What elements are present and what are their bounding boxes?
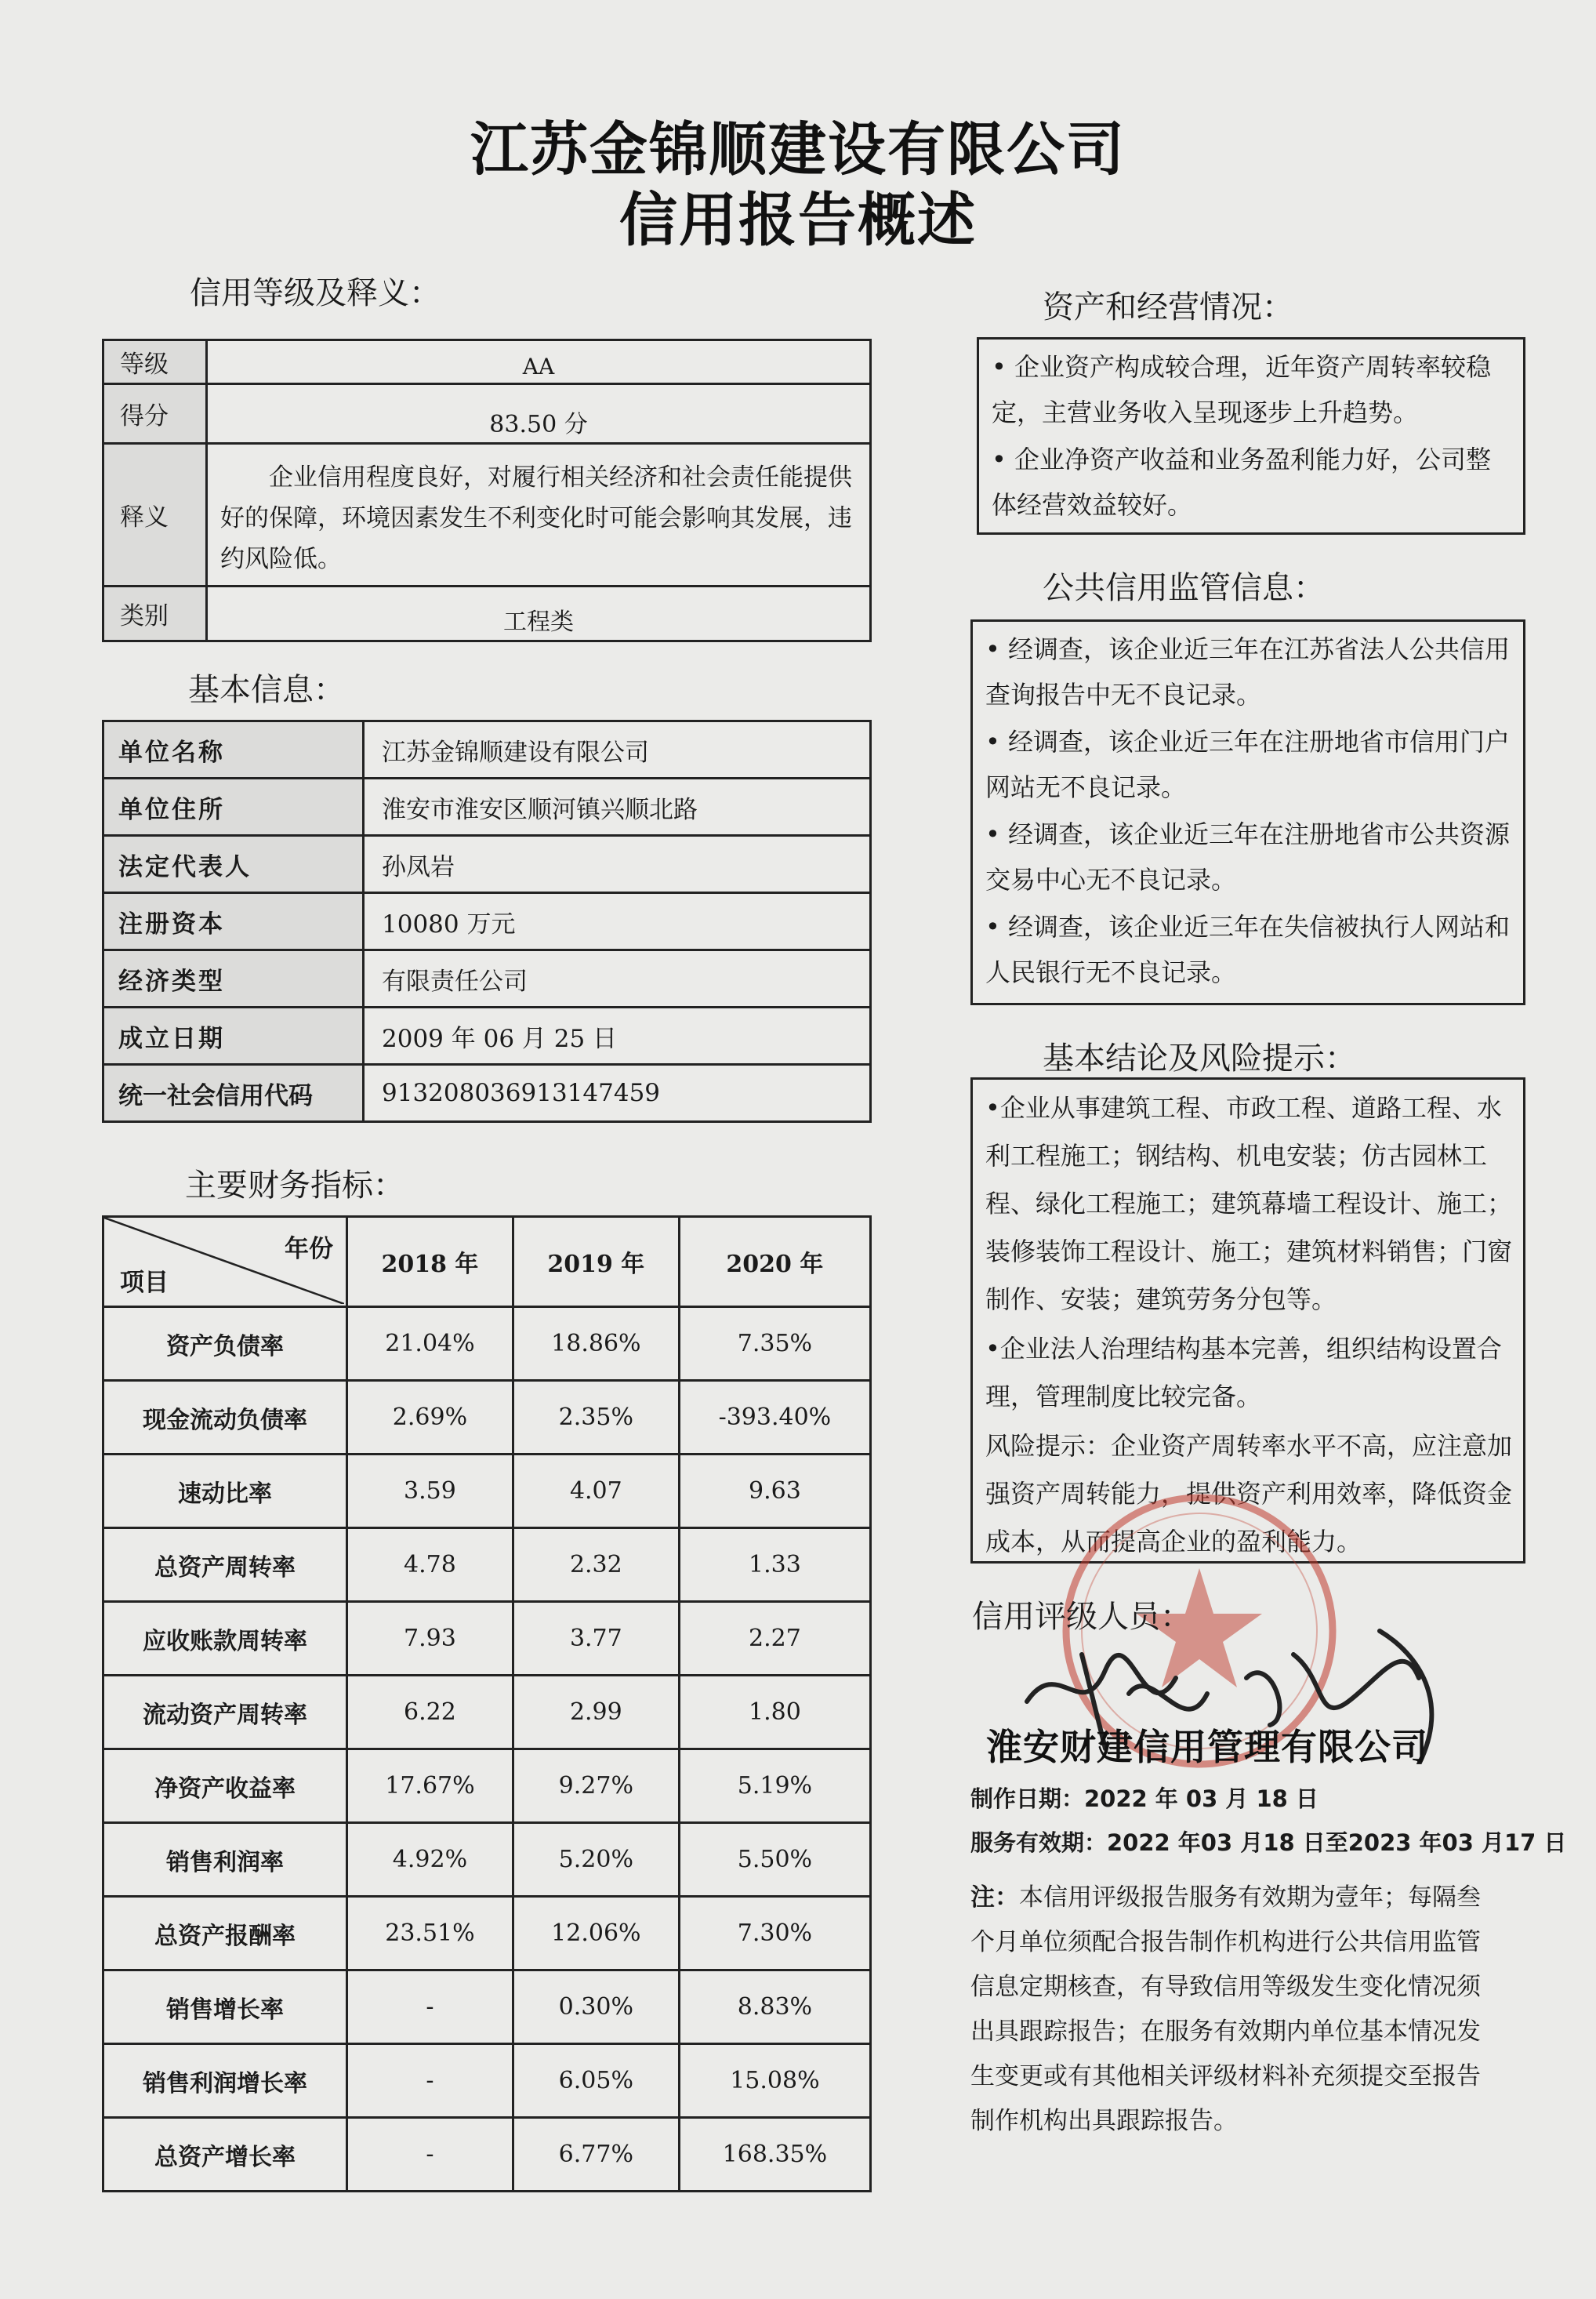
finance-cell: 6.77%: [513, 2118, 679, 2192]
finance-row: [103, 1970, 871, 2044]
finance-row: [103, 1897, 871, 1970]
finance-item: 速动比率: [103, 1455, 347, 1528]
finance-cell: 9.63: [679, 1455, 870, 1528]
public-credit-box: [970, 619, 1525, 1005]
finance-cell: 2.27: [679, 1602, 870, 1676]
finance-cell: 1.33: [679, 1528, 870, 1602]
footnote-text: 本信用评级报告服务有效期为壹年；每隔叁个月单位须配合报告制作机构进行公共信用监管信息定期核查，有导致信用等级发生变化情况须出具跟踪报告；在服务有效期内单位基本情况发生变更或有其他相关评级材料补充须提交至报告制作机构出具跟踪报告。: [970, 1883, 1481, 2135]
finance-header-row: [103, 1217, 871, 1307]
basic-key: 统一社会信用代码: [103, 1065, 364, 1122]
basic-key: 单位名称: [103, 721, 364, 779]
basic-key: 单位住所: [103, 779, 364, 836]
finance-cell: 1.80: [679, 1676, 870, 1749]
public-item: • 经调查，该企业近三年在江苏省法人公共信用查询报告中无不良记录。: [985, 634, 1511, 710]
finance-cell: 2.69%: [347, 1381, 513, 1455]
finance-item: 销售利润率: [103, 1823, 347, 1897]
rating-key: 释义: [103, 444, 207, 587]
finance-cell: 18.86%: [513, 1307, 679, 1381]
rating-grade-value: AA: [207, 340, 871, 384]
assets-box: [977, 337, 1525, 535]
year-header: 2019 年: [513, 1217, 679, 1307]
finance-item: 现金流动负债率: [103, 1381, 347, 1455]
basic-key: 注册资本: [103, 893, 364, 950]
finance-corner-cell: [103, 1217, 347, 1307]
assets-item: • 企业净资产收益和业务盈利能力好，公司整体经营效益较好。: [992, 445, 1492, 520]
corner-year-label: 年份: [285, 1235, 333, 1263]
finance-cell: 2.32: [513, 1528, 679, 1602]
basic-info-table: [102, 720, 872, 1123]
basic-value: 2009 年 06 月 25 日: [364, 1008, 871, 1065]
finance-item: 销售增长率: [103, 1970, 347, 2044]
rating-key: 等级: [103, 340, 207, 384]
finance-cell: 7.30%: [679, 1897, 870, 1970]
finance-heading: 主要财务指标：: [185, 1168, 404, 1204]
footnote-label: 注：: [970, 1883, 1019, 1912]
finance-cell: 17.67%: [347, 1749, 513, 1823]
rating-key: 得分: [103, 384, 207, 444]
finance-row: [103, 2118, 871, 2192]
finance-cell: 7.35%: [679, 1307, 870, 1381]
basic-row: [103, 1008, 871, 1065]
finance-row: [103, 1676, 871, 1749]
basic-value: 江苏金锦顺建设有限公司: [364, 721, 871, 779]
finance-cell: 21.04%: [347, 1307, 513, 1381]
rating-row-definition: [103, 444, 871, 587]
basic-key: 法定代表人: [103, 836, 364, 893]
public-item: • 经调查，该企业近三年在注册地省市公共资源交易中心无不良记录。: [985, 819, 1511, 895]
finance-cell: 15.08%: [679, 2044, 870, 2118]
finance-cell: 4.92%: [347, 1823, 513, 1897]
rating-row-score: [103, 384, 871, 444]
rating-table: [102, 339, 872, 642]
conclusion-item: •企业从事建筑工程、市政工程、道路工程、水利工程施工；钢结构、机电安装；仿古园林工程、绿化工程施工；建筑幕墙工程设计、施工；装修装饰工程设计、施工；建筑材料销售；门窗制作、安装；建筑劳务分包等。: [985, 1093, 1513, 1314]
rating-row-grade: [103, 340, 871, 384]
public-heading: 公共信用监管信息：: [1043, 570, 1325, 606]
year-header: 2020 年: [679, 1217, 870, 1307]
public-item: • 经调查，该企业近三年在失信被执行人网站和人民银行无不良记录。: [985, 912, 1511, 987]
finance-item: 总资产报酬率: [103, 1897, 347, 1970]
finance-item: 销售利润增长率: [103, 2044, 347, 2118]
rating-row-category: [103, 587, 871, 641]
basic-row: [103, 721, 871, 779]
finance-cell: 5.50%: [679, 1823, 870, 1897]
finance-row: [103, 1823, 871, 1897]
public-item: • 经调查，该企业近三年在注册地省市信用门户网站无不良记录。: [985, 727, 1511, 802]
finance-cell: -: [347, 2118, 513, 2192]
finance-cell: 23.51%: [347, 1897, 513, 1970]
finance-cell: 168.35%: [679, 2118, 870, 2192]
finance-cell: 3.59: [347, 1455, 513, 1528]
finance-cell: 9.27%: [513, 1749, 679, 1823]
basic-value: 淮安市淮安区顺河镇兴顺北路: [364, 779, 871, 836]
basic-row: [103, 893, 871, 950]
basic-key: 经济类型: [103, 950, 364, 1008]
issuer-organization: 淮安财建信用管理有限公司: [986, 1726, 1428, 1768]
basic-key: 成立日期: [103, 1008, 364, 1065]
finance-row: [103, 1307, 871, 1381]
finance-cell: 2.99: [513, 1676, 679, 1749]
finance-row: [103, 1528, 871, 1602]
finance-cell: 4.78: [347, 1528, 513, 1602]
finance-cell: 4.07: [513, 1455, 679, 1528]
basic-row: [103, 950, 871, 1008]
finance-cell: -: [347, 1970, 513, 2044]
basic-row: [103, 836, 871, 893]
basic-row: [103, 1065, 871, 1122]
finance-item: 流动资产周转率: [103, 1676, 347, 1749]
basic-value: 10080 万元: [364, 893, 871, 950]
basic-value: 有限责任公司: [364, 950, 871, 1008]
finance-item: 资产负债率: [103, 1307, 347, 1381]
report-title: 信用报告概述: [619, 187, 977, 254]
valid-period: 服务有效期：2022 年03 月18 日至2023 年03 月17 日: [970, 1829, 1567, 1856]
finance-cell: 2.35%: [513, 1381, 679, 1455]
rating-heading: 信用等级及释义：: [190, 275, 441, 311]
basic-value: 913208036913147459: [364, 1065, 871, 1122]
finance-cell: 5.20%: [513, 1823, 679, 1897]
finance-cell: 8.83%: [679, 1970, 870, 2044]
basic-value: 孙凤岩: [364, 836, 871, 893]
finance-cell: 5.19%: [679, 1749, 870, 1823]
finance-cell: 7.93: [347, 1602, 513, 1676]
rater-label: 信用评级人员：: [972, 1599, 1192, 1635]
finance-cell: 12.06%: [513, 1897, 679, 1970]
assets-item: • 企业资产构成较合理，近年资产周转率较稳定，主营业务收入呈现逐步上升趋势。: [992, 352, 1492, 427]
finance-cell: 6.22: [347, 1676, 513, 1749]
year-header: 2018 年: [347, 1217, 513, 1307]
assets-heading: 资产和经营情况：: [1043, 289, 1293, 325]
finance-item: 净资产收益率: [103, 1749, 347, 1823]
rating-definition-value: 企业信用程度良好，对履行相关经济和社会责任能提供好的保障，环境因素发生不利变化时可能会影响其发展，违约风险低。: [207, 444, 871, 587]
conclusion-heading: 基本结论及风险提示：: [1043, 1041, 1356, 1077]
basic-row: [103, 779, 871, 836]
finance-cell: -393.40%: [679, 1381, 870, 1455]
finance-item: 总资产增长率: [103, 2118, 347, 2192]
basic-heading: 基本信息：: [188, 672, 345, 708]
finance-row: [103, 1381, 871, 1455]
finance-row: [103, 2044, 871, 2118]
finance-cell: -: [347, 2044, 513, 2118]
corner-item-label: 项目: [120, 1269, 169, 1297]
footnote: [970, 1876, 1488, 2144]
finance-cell: 0.30%: [513, 1970, 679, 2044]
finance-cell: 3.77: [513, 1602, 679, 1676]
made-date: 制作日期：2022 年 03 月 18 日: [970, 1785, 1319, 1812]
conclusion-item: •企业法人治理结构基本完善，组织结构设置合理，管理制度比较完备。: [985, 1334, 1502, 1411]
finance-item: 总资产周转率: [103, 1528, 347, 1602]
risk-note: 风险提示：企业资产周转率水平不高，应注意加强资产周转能力，提供资产利用效率，降低资金成本，从而提高企业的盈利能力。: [985, 1431, 1513, 1556]
finance-cell: 6.05%: [513, 2044, 679, 2118]
finance-table: [102, 1215, 872, 2192]
finance-row: [103, 1602, 871, 1676]
finance-row: [103, 1749, 871, 1823]
rating-category-value: 工程类: [207, 587, 871, 641]
rating-key: 类别: [103, 587, 207, 641]
finance-item: 应收账款周转率: [103, 1602, 347, 1676]
finance-row: [103, 1455, 871, 1528]
rating-score-value: 83.50 分: [207, 384, 871, 444]
company-title: 江苏金锦顺建设有限公司: [470, 116, 1126, 183]
